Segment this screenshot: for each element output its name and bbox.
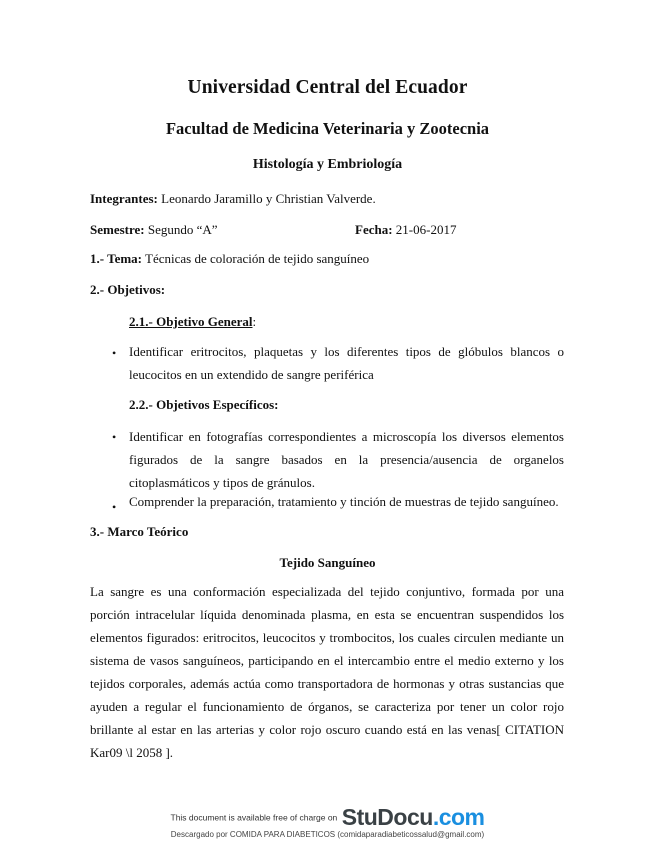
paragraph-line: brillante al estar en las arterias y color rojo oscuro cuando está en las venas[ CITATION: [90, 722, 564, 737]
semester-value: Segundo “A”: [147, 222, 218, 237]
specific-objectives-heading: 2.2.- Objetivos Específicos:: [129, 397, 279, 412]
specific-objective-line: citoplasmáticos y tipos de gránulos.: [129, 475, 315, 490]
theory-paragraph: [90, 580, 564, 764]
members-label: Integrantes:: [90, 191, 158, 206]
specific-objective-line: figurados de la sangre basados en la presencia/ausencia de organelos: [129, 452, 564, 467]
general-objective-line: leucocitos en un extendido de sangre periférica: [129, 367, 374, 382]
subject-title: Histología y Embriología: [252, 157, 403, 172]
faculty-title: Facultad de Medicina Veterinaria y Zootecnia: [165, 119, 490, 138]
specific-objective-item: [129, 425, 564, 494]
theory-heading: 3.- Marco Teórico: [90, 524, 189, 539]
download-notice: Descargado por COMIDA PARA DIABETICOS (comidaparadiabeticossalud@gmail.com): [170, 830, 485, 839]
members-line: [90, 191, 376, 207]
topic-line: [90, 251, 369, 267]
paragraph-line: ayuden a regular el funcionamiento de órganos, se caracteriza por tener un color rojo: [90, 699, 564, 714]
paragraph-line: La sangre es una conformación especializada del tejido conjuntivo, formada por una: [90, 584, 564, 599]
availability-text: This document is available free of charge on: [170, 812, 338, 823]
studocu-logo[interactable]: [342, 804, 485, 830]
paragraph-line: porción intracelular líquida denominada plasma, en esta se encuentran suspendidos los: [90, 607, 564, 622]
general-objective-line: Identificar eritrocitos, plaquetas y los diferentes tipos de glóbulos blancos o: [129, 344, 564, 359]
paragraph-line: elementos figurados: eritrocitos, leucocitos y trombocitos, los cuales circulen mediante un: [90, 630, 564, 645]
specific-objective-line: Identificar en fotografías correspondientes a microscopía los diversos elementos: [129, 429, 564, 444]
date-value: 21-06-2017: [395, 222, 457, 237]
logo-word: StuDocu: [341, 804, 433, 830]
general-objective-heading: [129, 314, 256, 330]
bullet-icon: •: [112, 500, 117, 514]
paragraph-line: Kar09 \l 2058 ].: [90, 745, 174, 760]
theory-subtitle: Tejido Sanguíneo: [279, 555, 376, 570]
general-objective-colon: :: [252, 314, 257, 329]
general-objective-label: 2.1.- Objetivo General: [129, 314, 253, 329]
university-title: Universidad Central del Ecuador: [187, 77, 468, 98]
topic-value: Técnicas de coloración de tejido sanguíneo: [145, 251, 370, 266]
logo-domain: .com: [432, 804, 485, 830]
bullet-icon: •: [112, 430, 117, 444]
semester-label: Semestre:: [90, 222, 145, 237]
date-label: Fecha:: [355, 222, 393, 237]
specific-objective-item: Comprender la preparación, tratamiento y tinción de muestras de tejido sanguíneo.: [129, 494, 559, 509]
studocu-banner[interactable]: [0, 804, 655, 831]
general-objective-item: [129, 340, 564, 386]
date-line: [355, 222, 456, 238]
bullet-icon: •: [112, 346, 117, 360]
members-value: Leonardo Jaramillo y Christian Valverde.: [161, 191, 376, 206]
paragraph-line: sistema de vasos sanguíneos, participando en el intercambio entre el medio externo y los: [90, 653, 564, 668]
paragraph-line: tejidos corporales, además actúa como transportadora de hormonas y otras sustancias que: [90, 676, 564, 691]
topic-label: 1.- Tema:: [90, 251, 142, 266]
objectives-heading: 2.- Objetivos:: [90, 282, 166, 297]
semester-line: [90, 222, 218, 238]
